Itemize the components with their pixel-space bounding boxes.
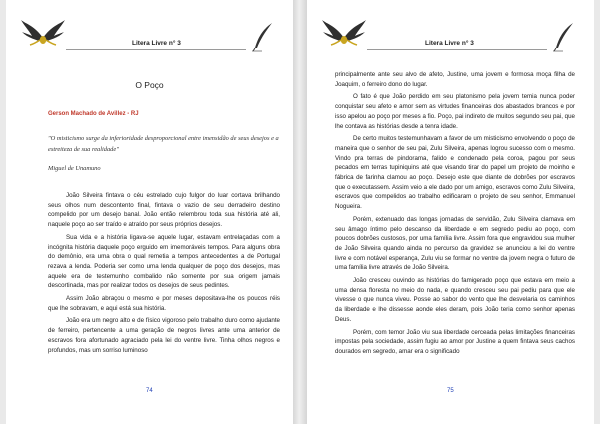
- left-body-text: [48, 191, 280, 358]
- winged-emblem-icon: [321, 18, 367, 48]
- header-rule: [66, 49, 246, 50]
- epigraph-quote: "O misticismo surge da inferioridade desproporcional entre imensidão de seus desejos e a estreiteza de sua realidade": [48, 135, 279, 153]
- paragraph: principalmente ante seu alvo de afeto, Justine, uma jovem e formosa moça filha de Joaquim, o ferreiro dono do lugar.: [335, 71, 575, 88]
- paragraph: O fato é que João perdido em seu platonismo pela jovem temia nunca poder conquistar seu afeto e amor sem as virtudes financeiras dos abastados brancos e por isso apelou ao poço por meses a fio. Poço, pai indireto de muitos segundo seu pai, que lhe contava as histórias desde a tenra idade.: [335, 93, 575, 130]
- book-gutter: [293, 0, 307, 424]
- paragraph: João cresceu ouvindo as histórias do famigerado poço que estava em meio a uma densa floresta no meio do nada, e quando cresceu seu pai pediu para que ele vivesse o que nunca viveu. Posse ao sabor do vento que lhe desvelaria os caminhos da liberdade e lhe dissesse aonde eles deram, pois João teria como senhor apenas Deus.: [335, 277, 575, 323]
- paragraph: João era um negro alto e de físico vigoroso pelo trabalho duro como ajudante de ferreiro, pertencente a uma geração de negros livres ante uma anterior de escravos fora afortunado agraciado pela lei do ventre livre. Tinha olhos negros e profundos, mas um sorriso luminoso: [48, 317, 280, 354]
- author-name: Gerson Machado de Avillez - RJ: [48, 111, 139, 117]
- header-title: Litera Livre n° 3: [425, 40, 474, 47]
- page-header: [307, 16, 594, 56]
- paragraph: Sua vida e a história ligava-se aquele lugar, estavam entrelaçadas com a incógnita história daquele poço erguido em imemoráveis tempos. Para alguns obra do demônio, era uma obra o qual remetia a tempos antecedentes a de Portugal rezava a lenda. Poderia ser como uma lenda qualquer de poço dos desejos, mas aquele era de testemunho combalido não somente por sua origem jamais descortinada, mas por realizar todos os desejos de seus pedintes.: [48, 233, 280, 290]
- paragraph: João Silveira fintava o céu estrelado cujo fulgor do luar cortava brilhando seus olhos num descontento final, fintava o vazio de seu derradeiro destino compelido por um desejo banal. João então relembrou toda sua história até ali, naquele poço ao ser traído e atraído por seus próprios desejos.: [48, 192, 280, 229]
- quill-icon: [551, 22, 577, 52]
- left-page: [6, 0, 293, 424]
- header-rule: [367, 49, 547, 50]
- paragraph: De certo muitos testemunhavam a favor de um misticismo envolvendo o poço de maneira que o senhor de seu pai, Zulu Silveira, apenas logrou sucesso com o mesmo. Vindo pra terras de pindorama, falido e condenado pela coroa, pagou por seus pecados em terras tupiniquins até que visando tirar do papel um projeto de moinho e fábrica de farinha clamou ao poço. Desejo este que diante de dobrões por escravos que o executassem. Assim veio a ele dado por um amigo, escravos como Zulu Silveira, escravos que compelidos ao trabalho edificaram o projeto de seu senhor, Emmanuel Nogueira.: [335, 135, 575, 211]
- paragraph: Assim João abraçou o mesmo e por meses depositava-lhe os poucos réis que lhe sobravam, e aqui está sua história.: [48, 295, 280, 312]
- epigraph-author: Miguel de Unamuno: [48, 165, 101, 172]
- page-number: 75: [447, 388, 454, 394]
- right-page: [307, 0, 594, 424]
- paragraph: Porém, com temor João viu sua liberdade cerceada pelas limitações financeiras impostas pela sociedade, assim fugiu ao amor por Justine a quem fintava seus cachos dourados em segredo, amar era o significado: [335, 328, 575, 355]
- page-number: 74: [146, 388, 153, 394]
- winged-emblem-icon: [20, 18, 66, 48]
- page-header: [6, 16, 293, 56]
- paragraph: Porém, extenuado das longas jornadas de servidão, Zulu Silveira clamava em seu âmago íntimo pelo descanso da liberdade e em segredo pediu ao poço, com poucos dobrões custosos, por uma família livre. Assim fora que engravidou sua mulher de João Silveira quando ainda no percurso da gravidez se anunciou a lei do ventre livre e com notável esperança, Zulu viu se formar no ventre da jovem negra o futuro de uma família livre através de João Silveira.: [335, 215, 575, 272]
- right-body-text: [335, 70, 575, 360]
- story-title: O Poço: [135, 80, 164, 90]
- quill-icon: [250, 22, 276, 52]
- header-title: Litera Livre n° 3: [132, 40, 181, 47]
